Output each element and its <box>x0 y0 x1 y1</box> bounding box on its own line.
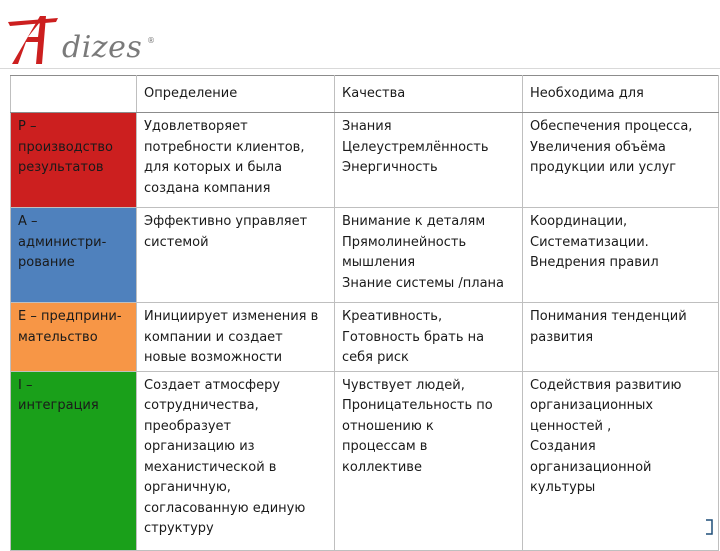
logo-registered-mark: ® <box>147 36 155 45</box>
qualities-cell-i <box>335 371 523 550</box>
needed-text-a: Координации, Систематизации. Внедрения правил <box>530 214 659 270</box>
role-name-cell-i <box>11 371 137 550</box>
slide-number-fragment-icon <box>704 518 714 536</box>
definition-cell-a <box>137 208 335 303</box>
logo-wordmark: dizes <box>62 30 143 65</box>
role-name-i: I – интеграция <box>18 377 99 413</box>
qualities-text-i: Чувствует людей, Проницательность по отношению к процессам в коллективе <box>342 377 493 475</box>
definition-cell-i <box>137 371 335 550</box>
needed-text-e: Понимания тенденций развития <box>530 309 687 345</box>
role-name-p: P – производство результатов <box>18 119 114 175</box>
definition-text-i: Создает атмосферу сотрудничества, преобразует организацию из механистической в органичную, согласованную единую структуру <box>144 377 306 536</box>
definition-cell-e <box>137 303 335 372</box>
adizes-logo-mark-icon <box>6 8 66 70</box>
table-row-entrepreneurship <box>11 303 719 372</box>
qualities-text-p: Знания Целеустремлённость Энергичность <box>342 119 489 175</box>
needed-text-p: Обеспечения процесса, Увеличения объёма продукции или услуг <box>530 119 693 175</box>
definition-text-p: Удовлетворяет потребности клиентов, для которых и была создана компания <box>144 119 305 196</box>
table-row-integration <box>11 371 719 550</box>
needed-cell-e <box>523 303 719 372</box>
role-name-cell-e <box>11 303 137 372</box>
role-name-cell-p <box>11 113 137 208</box>
needed-cell-i <box>523 371 719 550</box>
adizes-logo <box>6 8 156 70</box>
role-name-e: E – предприни- мательство <box>18 309 122 345</box>
header-divider <box>0 68 720 69</box>
definition-text-e: Инициирует изменения в компании и создает новые возможности <box>144 309 319 365</box>
header-cell-empty <box>11 76 137 113</box>
qualities-cell-p <box>335 113 523 208</box>
qualities-text-e: Креативность, Готовность брать на себя риск <box>342 309 485 365</box>
table-row-administration <box>11 208 719 303</box>
header-cell-qualities: Качества <box>335 76 523 113</box>
qualities-text-a: Внимание к деталям Прямолинейность мышления Знание системы /плана <box>342 214 505 291</box>
adizes-roles-table <box>10 75 719 551</box>
definition-cell-p <box>137 113 335 208</box>
qualities-cell-e <box>335 303 523 372</box>
qualities-cell-a <box>335 208 523 303</box>
needed-cell-a <box>523 208 719 303</box>
needed-cell-p <box>523 113 719 208</box>
table-header-row <box>11 76 719 113</box>
header-cell-needed-for: Необходима для <box>523 76 719 113</box>
role-name-a: A – администри- рование <box>18 214 107 270</box>
table-row-production <box>11 113 719 208</box>
needed-text-i: Содействия развитию организационных ценностей , Создания организационной культуры <box>530 377 682 495</box>
role-name-cell-a <box>11 208 137 303</box>
header-cell-definition: Определение <box>137 76 335 113</box>
definition-text-a: Эффективно управляет системой <box>144 214 308 250</box>
